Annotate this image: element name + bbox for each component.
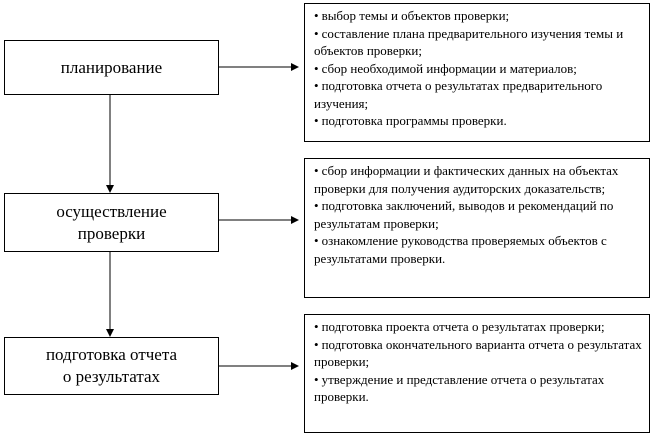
bullet-icon: • [314,78,319,93]
details-list [314,318,645,406]
detail-item [314,112,645,130]
details-list [314,162,645,267]
detail-text: подготовка отчета о результатах предварительного изучения; [314,78,603,111]
stage-label-line: подготовка отчета [45,345,178,364]
stage-reporting-label [46,344,177,388]
detail-text: ознакомление руководства проверяемых объектов с результатами проверки. [314,233,607,266]
detail-text: выбор темы и объектов проверки; [321,8,510,23]
detail-text: подготовка окончательного варианта отчета о результатах проверки; [314,336,642,369]
bullet-icon: • [314,233,319,248]
stage-planning [4,40,219,95]
details-list [314,7,645,130]
bullet-icon: • [314,198,319,213]
detail-item [314,371,645,406]
stage-label-line: осуществление [56,201,167,221]
detail-item [314,197,645,232]
stage-reporting [4,337,219,395]
stage-label-line: проверки [77,223,146,243]
detail-text: подготовка заключений, выводов и рекомендаций по результатам проверки; [314,198,614,231]
details-planning [304,3,650,142]
detail-item [314,336,645,371]
detail-item [314,162,645,197]
detail-text: сбор необходимой информации и материалов; [321,60,577,76]
bullet-icon: • [314,319,319,334]
stage-label-line: планирование [60,57,163,77]
detail-text: утверждение и представление отчета о результатах проверки. [314,371,605,404]
detail-item [314,318,645,336]
detail-text: подготовка программы проверки. [321,113,507,128]
bullet-icon: • [314,8,319,23]
bullet-icon: • [314,371,319,387]
detail-item [314,232,645,267]
detail-item [314,77,645,112]
bullet-icon: • [314,336,319,352]
stage-execution [4,193,219,252]
bullet-icon: • [314,113,319,128]
stage-execution-label [56,201,166,245]
detail-text: составление плана предварительного изучения темы и объектов проверки; [314,25,624,58]
detail-text: сбор информации и фактических данных на объектах проверки для получения аудиторских доказательств; [314,163,619,196]
details-reporting [304,314,650,433]
detail-text: подготовка проекта отчета о результатах проверки; [321,319,605,334]
detail-item [314,25,645,60]
stage-label-line: о результатах [62,367,161,386]
detail-item [314,60,645,78]
stage-planning-label [61,57,162,79]
bullet-icon: • [314,25,319,41]
details-execution [304,158,650,298]
bullet-icon: • [314,163,319,178]
bullet-icon: • [314,60,319,76]
detail-item [314,7,645,25]
